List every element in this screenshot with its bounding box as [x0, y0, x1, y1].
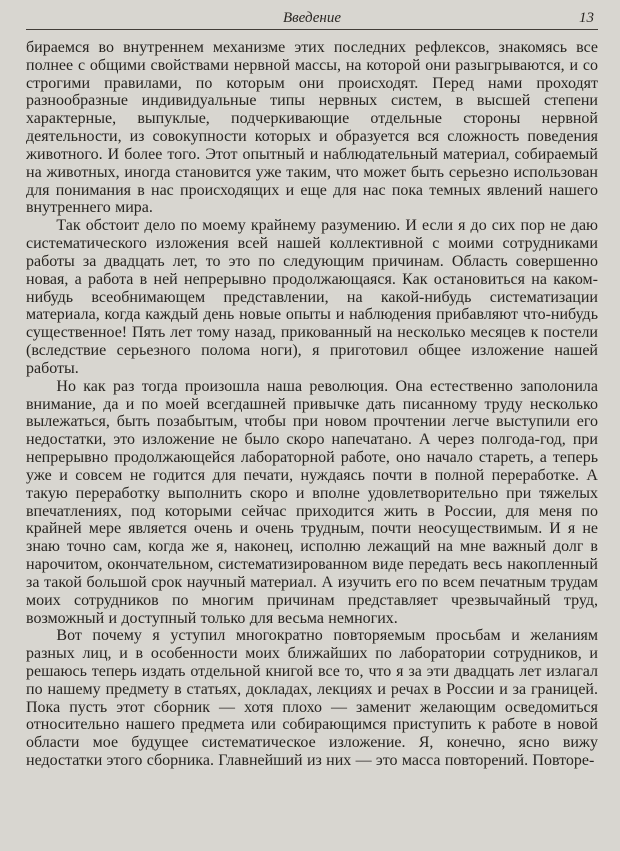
paragraph: Вот почему я уступил многократно повторяемым просьбам и желаниям разных лиц, и в особенности моих ближайших по лаборатории сотрудников, и решаюсь теперь издать отдельной книгой все то, что я за эти двадцать лет излагал по нашему предмету в статьях, докладах, лекциях и речах в России и за границей. Пока пусть этот сборник — хотя плохо — заменит желающим осведомиться относительно нашего предмета или собирающимся приступить к работе в новой области мое будущее систематическое изложение. Я, конечно, ясно вижу недостатки этого сборника. Главнейший из них — это масса повторений. Повторе-	[26, 627, 598, 770]
page-body	[26, 39, 598, 770]
page-number: 13	[579, 10, 594, 26]
paragraph-continuation: бираемся во внутреннем механизме этих последних рефлексов, знакомясь все полнее с общими свойствами нервной массы, на которой они разыгрываются, и со строгими правилами, по которым они происходят. Перед нами проходят разнообразные индивидуальные типы нервных систем, в высшей степени характерные, выпуклые, подчеркивающие отдельные стороны нервной деятельности, из совокупности которых и образуется вся сложность поведения животного. И более того. Этот опытный и наблюдательный материал, собираемый на животных, иногда становится уже таким, что может быть серьезно использован для понимания в нас происходящих и еще для нас пока темных явлений нашего внутреннего мира.	[26, 39, 598, 217]
header-rule	[26, 29, 598, 30]
page-header	[26, 8, 598, 28]
running-title: Введение	[283, 10, 341, 26]
paragraph: Но как раз тогда произошла наша революция. Она естественно заполонила внимание, да и по моей всегдашней привычке дать писанному труду несколько вылежаться, быть позабытым, чтобы при новом прочтении легче выступили его недостатки, это изложение не было скоро напечатано. А через полгода-год, при непрерывно продолжающейся лабораторной работе, оно начало стареть, а теперь уже и совсем не годится для печати, нуждаясь почти в полной переработке. А такую переработку выполнить скоро и вполне удовлетворительно при тяжелых впечатлениях, под которыми сейчас приходится жить в России, для меня по крайней мере является очень и очень трудным, почти неосуществимым. И я не знаю точно сам, когда же я, наконец, исполню лежащий на мне важный долг в нарочитом, окончательном, систематизированном виде передать весь накопленный за такой большой срок научный материал. А изучить его по всем печатным трудам моих сотрудников по многим причинам представляет чрезвычайный труд, возможный и доступный только для весьма немногих.	[26, 377, 598, 627]
paragraph: Так обстоит дело по моему крайнему разумению. И если я до сих пор не даю систематического изложения всей нашей коллективной с моими сотрудниками работы за двадцать лет, то это по следующим причинам. Область совершенно новая, а работа в ней непрерывно продолжающаяся. Как остановиться на каком-нибудь всеобнимающем представлении, на какой-нибудь систематизации материала, когда каждый день новые опыты и наблюдения прибавляют что-нибудь существенное! Пять лет тому назад, прикованный на несколько месяцев к постели (вследствие серьезного полома ноги), я приготовил общее изложение нашей работы.	[26, 217, 598, 377]
